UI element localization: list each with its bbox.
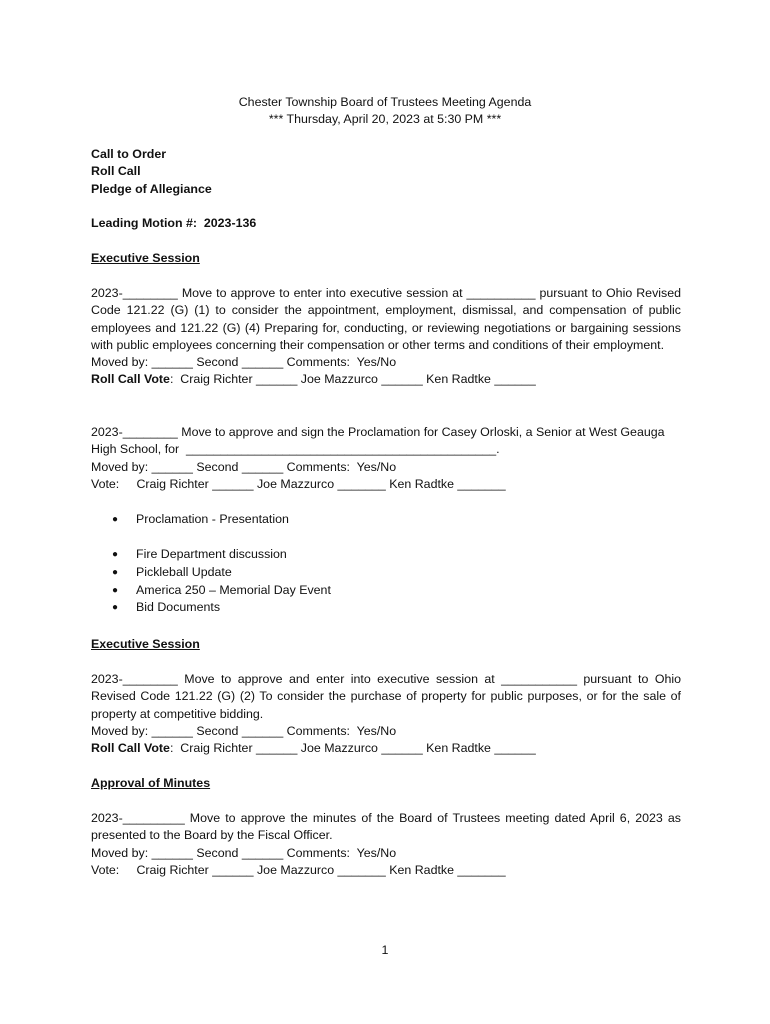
motion-text: 2023-_________ Move to approve the minutes of the Board of Trustees meeting dated April 6, 2023 as presented to the Board by the Fiscal Officer. — [91, 811, 681, 843]
roll-call-vote-line — [91, 740, 681, 757]
section-heading-approval-of-minutes — [91, 775, 681, 792]
moved-by-line: Moved by: ______ Second ______ Comments: Yes/No — [91, 723, 397, 738]
bullet-list-discussion — [112, 546, 331, 617]
list-item — [112, 582, 331, 600]
section-heading-executive-session-1 — [91, 250, 681, 267]
vote-names: : Craig Richter ______ Joe Mazzurco ______ Ken Radtke ______ — [169, 741, 536, 756]
motion-text: 2023-________ Move to approve to enter into executive session at __________ pursuant to Ohio Revised Code 121.22 (G) (1) to consider the appointment, employment, dismissal, and compensation of public employees and 121.22 (G) (4) Preparing for, conducting, or reviewing negotiations or bargaining sessions with public employees concerning their compensation or other terms and conditions of their employment. — [91, 286, 681, 352]
minutes-motion — [91, 810, 681, 879]
motion-text: 2023-________ Move to approve and enter into executive session at ___________ pursuant to Ohio Revised Code 121.22 (G) (2) To consider the purchase of property for public purposes, or for the sale of property at competitive bidding. — [91, 672, 681, 721]
motion-line-1: 2023-________ Move to approve and sign the Proclamation for Casey Orloski, a Senior at West Geauga — [91, 425, 665, 439]
roll-call-vote-label: Roll Call Vote — [91, 741, 170, 756]
call-to-order: Call to Order — [91, 147, 167, 161]
heading-text: Approval of Minutes — [91, 776, 211, 790]
moved-by-line: Moved by: ______ Second ______ Comments: Yes/No — [91, 355, 397, 370]
bullet-icon: ● — [112, 584, 119, 596]
roll-call-vote-label: Roll Call Vote — [91, 372, 170, 387]
agenda-title: Chester Township Board of Trustees Meeting Agenda — [238, 95, 532, 109]
page-number: 1 — [381, 943, 389, 957]
bullet-icon: ● — [112, 602, 119, 614]
moved-by-line: Moved by: ______ Second ______ Comments: Yes/No — [91, 845, 397, 860]
list-item-text: Fire Department discussion — [136, 547, 287, 561]
heading-text: Executive Session — [91, 637, 200, 651]
list-item — [112, 511, 289, 529]
vote-line: Vote: Craig Richter ______ Joe Mazzurco _______ Ken Radtke _______ — [91, 476, 506, 491]
list-item-text: Proclamation - Presentation — [136, 512, 289, 526]
bullet-icon: ● — [112, 549, 119, 560]
opening-items — [91, 146, 681, 198]
list-item-text: Bid Documents — [136, 600, 221, 615]
heading-text: Executive Session — [91, 251, 200, 265]
leading-motion-text: Leading Motion #: 2023-136 — [91, 216, 257, 230]
proclamation-motion — [91, 424, 681, 493]
roll-call: Roll Call — [91, 164, 141, 179]
list-item-text: America 250 – Memorial Day Event — [136, 582, 331, 597]
bullet-list-proclamation — [112, 511, 289, 529]
leading-motion — [91, 215, 681, 232]
motion-line-2: High School, for _____________________________________________. — [91, 442, 500, 457]
bullet-icon: ● — [112, 566, 119, 578]
list-item — [112, 546, 331, 564]
executive-session-motion-2 — [91, 671, 681, 757]
list-item — [112, 564, 331, 582]
pledge-of-allegiance: Pledge of Allegiance — [91, 181, 212, 196]
meeting-date: *** Thursday, April 20, 2023 at 5:30 PM *** — [268, 112, 502, 126]
moved-by-line: Moved by: ______ Second ______ Comments: Yes/No — [91, 459, 397, 474]
section-heading-executive-session-2 — [91, 636, 681, 653]
executive-session-motion-1 — [91, 285, 681, 389]
list-item — [112, 599, 331, 617]
list-item-text: Pickleball Update — [136, 564, 232, 579]
bullet-icon: ● — [112, 514, 119, 525]
roll-call-vote-line — [91, 371, 681, 388]
vote-names: : Craig Richter ______ Joe Mazzurco ______ Ken Radtke ______ — [169, 372, 536, 387]
vote-line: Vote: Craig Richter ______ Joe Mazzurco _______ Ken Radtke _______ — [91, 862, 506, 877]
